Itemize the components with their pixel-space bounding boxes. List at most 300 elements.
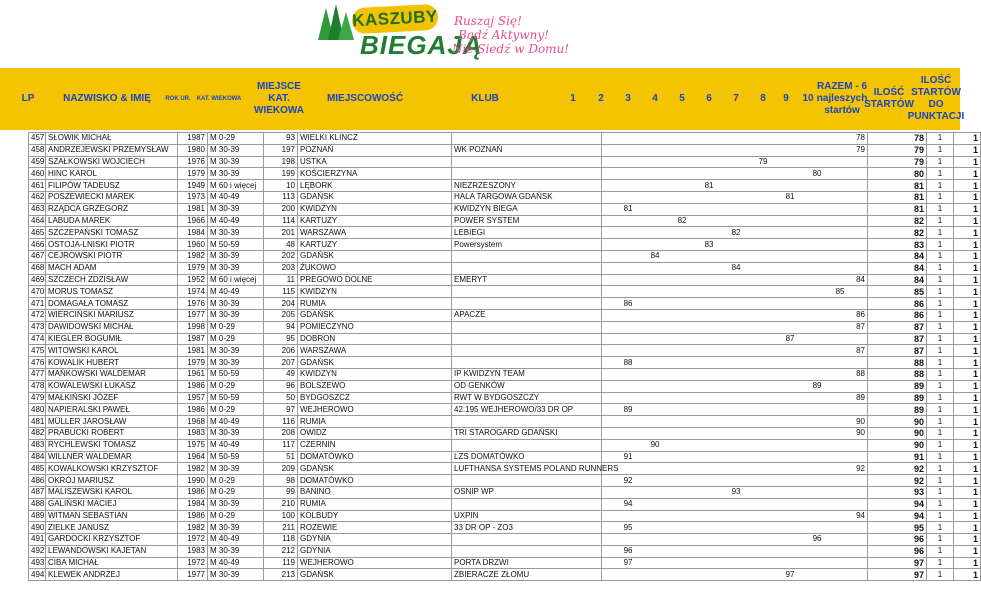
cell-age-cat: M 30-39 (208, 309, 264, 321)
cell-race-7 (770, 392, 797, 404)
cell-lp: 477 (29, 368, 46, 380)
cell-birth-year: 1981 (178, 345, 208, 357)
table-row (29, 156, 981, 168)
cell-race-1 (602, 239, 635, 251)
header-name: NAZWISKO & IMIĘ (63, 93, 151, 104)
cell-total: 89 (868, 404, 927, 416)
cell-race-1 (602, 439, 635, 451)
table-row (29, 392, 981, 404)
cell-starts-points: 1 (954, 345, 981, 357)
cell-total: 87 (868, 345, 927, 357)
table-row (29, 298, 981, 310)
cell-starts: 1 (927, 557, 954, 569)
cell-starts-points: 1 (954, 156, 981, 168)
cell-race-3 (662, 133, 689, 145)
cell-race-3 (662, 168, 689, 180)
cell-total: 84 (868, 274, 927, 286)
cell-total: 93 (868, 486, 927, 498)
cell-starts-points: 1 (954, 333, 981, 345)
cell-race-5 (716, 498, 743, 510)
cell-race-10 (847, 333, 868, 345)
cell-starts: 1 (927, 298, 954, 310)
cell-starts: 1 (927, 357, 954, 369)
cell-total: 79 (868, 156, 927, 168)
cell-race-5 (716, 451, 743, 463)
cell-race-8 (797, 368, 824, 380)
cell-race-10: 94 (847, 510, 868, 522)
header-city: MIEJSCOWOŚĆ (326, 93, 404, 104)
cell-lp: 474 (29, 333, 46, 345)
cell-lp: 494 (29, 569, 46, 581)
cell-city: OWIDZ (298, 427, 452, 439)
cell-race-7 (770, 203, 797, 215)
cell-race-7 (770, 250, 797, 262)
cell-city: WARSZAWA (298, 227, 452, 239)
logo-kaszuby: KASZUBY (351, 4, 438, 34)
cell-starts: 1 (927, 498, 954, 510)
cell-race-1 (602, 321, 635, 333)
cell-lp: 476 (29, 357, 46, 369)
cell-race-6 (743, 534, 770, 546)
cell-race-5 (716, 522, 743, 534)
cell-name: SZCZECH ZDZISŁAW (46, 274, 178, 286)
cell-lp: 465 (29, 227, 46, 239)
cell-race-4 (689, 321, 716, 333)
cell-age-cat: M 60 i więcej (208, 180, 264, 192)
cell-lp: 464 (29, 215, 46, 227)
cell-lp: 480 (29, 404, 46, 416)
cell-place-cat: 50 (264, 392, 298, 404)
cell-race-7 (770, 321, 797, 333)
cell-race-1 (602, 215, 635, 227)
cell-race-9 (824, 416, 847, 428)
cell-race-8 (797, 227, 824, 239)
cell-race-2 (635, 274, 662, 286)
cell-name: OKRÓJ MARIUSZ (46, 475, 178, 487)
cell-race-9 (824, 298, 847, 310)
cell-birth-year: 1998 (178, 321, 208, 333)
cell-starts: 1 (927, 333, 954, 345)
cell-race-5 (716, 286, 743, 298)
cell-name: KOWALIK HUBERT (46, 357, 178, 369)
cell-total: 97 (868, 557, 927, 569)
cell-race-7 (770, 451, 797, 463)
cell-age-cat: M 30-39 (208, 545, 264, 557)
cell-race-2 (635, 498, 662, 510)
cell-race-2 (635, 333, 662, 345)
cell-lp: 489 (29, 510, 46, 522)
cell-race-2: 84 (635, 250, 662, 262)
cell-lp: 484 (29, 451, 46, 463)
cell-race-9 (824, 180, 847, 192)
header-race-5: 5 (679, 93, 685, 104)
cell-starts: 1 (927, 321, 954, 333)
cell-starts: 1 (927, 180, 954, 192)
cell-race-10 (847, 180, 868, 192)
cell-place-cat: 96 (264, 380, 298, 392)
cell-race-10 (847, 168, 868, 180)
cell-race-9 (824, 144, 847, 156)
cell-total: 86 (868, 298, 927, 310)
cell-race-9 (824, 439, 847, 451)
cell-race-7 (770, 463, 797, 475)
cell-starts: 1 (927, 545, 954, 557)
cell-race-7 (770, 534, 797, 546)
cell-race-9 (824, 463, 847, 475)
cell-place-cat: 209 (264, 463, 298, 475)
cell-race-7 (770, 215, 797, 227)
cell-race-4 (689, 156, 716, 168)
cell-race-9 (824, 227, 847, 239)
cell-race-2 (635, 416, 662, 428)
cell-race-3: 82 (662, 215, 689, 227)
cell-race-7 (770, 380, 797, 392)
cell-race-7 (770, 510, 797, 522)
cell-race-3 (662, 250, 689, 262)
cell-race-1 (602, 262, 635, 274)
cell-race-10 (847, 451, 868, 463)
cell-city: GDAŃSK (298, 569, 452, 581)
cell-lp: 490 (29, 522, 46, 534)
cell-city: PREGOWO DOLNE (298, 274, 452, 286)
cell-starts-points: 1 (954, 144, 981, 156)
cell-race-10 (847, 250, 868, 262)
cell-starts-points: 1 (954, 168, 981, 180)
cell-race-3 (662, 439, 689, 451)
cell-race-6: 79 (743, 156, 770, 168)
cell-club (452, 475, 602, 487)
cell-total: 85 (868, 286, 927, 298)
cell-race-10: 84 (847, 274, 868, 286)
cell-race-1 (602, 191, 635, 203)
cell-age-cat: M 50-59 (208, 368, 264, 380)
cell-starts: 1 (927, 439, 954, 451)
cell-age-cat: M 30-39 (208, 357, 264, 369)
cell-birth-year: 1960 (178, 239, 208, 251)
cell-city: GDAŃSK (298, 191, 452, 203)
cell-club (452, 498, 602, 510)
cell-place-cat: 199 (264, 168, 298, 180)
cell-age-cat: M 30-39 (208, 345, 264, 357)
cell-lp: 478 (29, 380, 46, 392)
cell-name: KOWALEWSKI ŁUKASZ (46, 380, 178, 392)
cell-city: KWIDZYN (298, 286, 452, 298)
cell-starts-points: 1 (954, 380, 981, 392)
cell-starts-points: 1 (954, 486, 981, 498)
cell-race-3 (662, 510, 689, 522)
cell-race-6 (743, 522, 770, 534)
cell-race-7 (770, 156, 797, 168)
cell-race-7 (770, 545, 797, 557)
cell-race-8 (797, 333, 824, 345)
cell-name: MACH ADAM (46, 262, 178, 274)
cell-race-9 (824, 274, 847, 286)
cell-race-3 (662, 239, 689, 251)
cell-lp: 467 (29, 250, 46, 262)
table-row (29, 191, 981, 203)
cell-place-cat: 93 (264, 133, 298, 145)
cell-race-9 (824, 250, 847, 262)
cell-race-8 (797, 215, 824, 227)
cell-birth-year: 1961 (178, 368, 208, 380)
cell-race-6 (743, 239, 770, 251)
cell-name: WITMAN SEBASTIAN (46, 510, 178, 522)
cell-race-8 (797, 239, 824, 251)
header-race-2: 2 (598, 93, 604, 104)
cell-race-2 (635, 404, 662, 416)
cell-race-4 (689, 333, 716, 345)
table-row (29, 463, 981, 475)
cell-lp: 461 (29, 180, 46, 192)
cell-lp: 488 (29, 498, 46, 510)
cell-race-7 (770, 345, 797, 357)
cell-club (452, 416, 602, 428)
cell-race-1 (602, 180, 635, 192)
cell-name: RZĄDCA GRZEGORZ (46, 203, 178, 215)
cell-lp: 457 (29, 133, 46, 145)
cell-starts-points: 1 (954, 262, 981, 274)
cell-race-5 (716, 404, 743, 416)
cell-starts-points: 1 (954, 522, 981, 534)
cell-city: WEJHEROWO (298, 557, 452, 569)
cell-race-8 (797, 545, 824, 557)
cell-age-cat: M 30-39 (208, 250, 264, 262)
cell-race-4 (689, 416, 716, 428)
cell-race-3 (662, 309, 689, 321)
cell-total: 83 (868, 239, 927, 251)
cell-city: KARTUZY (298, 239, 452, 251)
cell-starts: 1 (927, 203, 954, 215)
cell-race-8 (797, 486, 824, 498)
cell-race-4: 81 (689, 180, 716, 192)
cell-race-4 (689, 133, 716, 145)
cell-race-7 (770, 557, 797, 569)
cell-race-5 (716, 239, 743, 251)
cell-starts: 1 (927, 392, 954, 404)
cell-race-10 (847, 227, 868, 239)
cell-race-7 (770, 309, 797, 321)
cell-race-4 (689, 227, 716, 239)
cell-race-1 (602, 380, 635, 392)
cell-club (452, 545, 602, 557)
table-row (29, 416, 981, 428)
cell-place-cat: 100 (264, 510, 298, 522)
table-row (29, 227, 981, 239)
cell-club (452, 439, 602, 451)
cell-starts: 1 (927, 522, 954, 534)
cell-total: 84 (868, 262, 927, 274)
cell-lp: 459 (29, 156, 46, 168)
cell-race-9 (824, 510, 847, 522)
header-starts: ILOŚĆ STARTÓW (864, 87, 914, 110)
cell-starts: 1 (927, 144, 954, 156)
cell-club (452, 345, 602, 357)
cell-race-8 (797, 475, 824, 487)
cell-race-8 (797, 156, 824, 168)
cell-race-3 (662, 180, 689, 192)
cell-race-5 (716, 274, 743, 286)
cell-lp: 492 (29, 545, 46, 557)
cell-city: GDAŃSK (298, 309, 452, 321)
cell-place-cat: 206 (264, 345, 298, 357)
cell-birth-year: 1972 (178, 557, 208, 569)
cell-race-9 (824, 309, 847, 321)
cell-race-8 (797, 203, 824, 215)
cell-race-2 (635, 227, 662, 239)
cell-city: BYDGOSZCZ (298, 392, 452, 404)
cell-race-5 (716, 191, 743, 203)
cell-total: 82 (868, 215, 927, 227)
cell-race-8 (797, 144, 824, 156)
cell-race-2 (635, 427, 662, 439)
cell-club (452, 534, 602, 546)
cell-birth-year: 1952 (178, 274, 208, 286)
cell-city: BOLSZEWO (298, 380, 452, 392)
cell-race-5 (716, 569, 743, 581)
cell-starts: 1 (927, 380, 954, 392)
cell-race-1: 96 (602, 545, 635, 557)
cell-birth-year: 1982 (178, 463, 208, 475)
cell-age-cat: M 30-39 (208, 498, 264, 510)
cell-race-7 (770, 298, 797, 310)
cell-lp: 481 (29, 416, 46, 428)
cell-race-1 (602, 250, 635, 262)
cell-starts-points: 1 (954, 569, 981, 581)
cell-lp: 470 (29, 286, 46, 298)
cell-lp: 469 (29, 274, 46, 286)
cell-place-cat: 11 (264, 274, 298, 286)
cell-race-4 (689, 463, 716, 475)
cell-race-10: 79 (847, 144, 868, 156)
cell-birth-year: 1990 (178, 475, 208, 487)
table-row (29, 333, 981, 345)
cell-race-7: 87 (770, 333, 797, 345)
cell-lp: 475 (29, 345, 46, 357)
cell-race-8 (797, 569, 824, 581)
cell-city: WARSZAWA (298, 345, 452, 357)
cell-race-5 (716, 545, 743, 557)
cell-race-6 (743, 498, 770, 510)
cell-race-4 (689, 262, 716, 274)
cell-birth-year: 1968 (178, 416, 208, 428)
cell-race-6 (743, 215, 770, 227)
cell-race-5 (716, 250, 743, 262)
table-row (29, 557, 981, 569)
header-age-cat: KAT. WIEKOWA (196, 96, 242, 102)
cell-race-2 (635, 144, 662, 156)
cell-starts: 1 (927, 286, 954, 298)
header-birth-year: ROK UR. (165, 96, 191, 102)
table-row (29, 439, 981, 451)
cell-race-10 (847, 475, 868, 487)
cell-race-4 (689, 569, 716, 581)
cell-name: SZAŁKOWSKI WOJCIECH (46, 156, 178, 168)
cell-race-5 (716, 333, 743, 345)
cell-race-3 (662, 156, 689, 168)
table-row (29, 286, 981, 298)
cell-city: DOMATÓWKO (298, 451, 452, 463)
cell-total: 97 (868, 569, 927, 581)
cell-place-cat: 51 (264, 451, 298, 463)
cell-age-cat: M 30-39 (208, 227, 264, 239)
cell-place-cat: 49 (264, 368, 298, 380)
cell-race-10 (847, 156, 868, 168)
cell-race-6 (743, 309, 770, 321)
cell-race-6 (743, 557, 770, 569)
cell-total: 89 (868, 392, 927, 404)
cell-total: 92 (868, 475, 927, 487)
cell-starts: 1 (927, 475, 954, 487)
cell-city: WIELKI KLINCZ (298, 133, 452, 145)
cell-race-8 (797, 404, 824, 416)
cell-starts: 1 (927, 345, 954, 357)
cell-race-2 (635, 133, 662, 145)
cell-name: MALISZEWSKI KAROL (46, 486, 178, 498)
cell-starts: 1 (927, 262, 954, 274)
cell-name: HINC KAROL (46, 168, 178, 180)
cell-total: 81 (868, 203, 927, 215)
cell-name: CIBA MICHAŁ (46, 557, 178, 569)
cell-age-cat: M 40-49 (208, 557, 264, 569)
table-row (29, 427, 981, 439)
cell-birth-year: 1976 (178, 156, 208, 168)
cell-race-6 (743, 427, 770, 439)
cell-race-4 (689, 144, 716, 156)
cell-birth-year: 1983 (178, 545, 208, 557)
cell-race-1 (602, 534, 635, 546)
cell-race-7 (770, 427, 797, 439)
cell-race-4: 83 (689, 239, 716, 251)
cell-club: IP KWIDZYN TEAM (452, 368, 602, 380)
cell-name: WIERCIŃSKI MARIUSZ (46, 309, 178, 321)
cell-race-7 (770, 180, 797, 192)
cell-birth-year: 1964 (178, 451, 208, 463)
cell-race-6 (743, 298, 770, 310)
cell-race-5 (716, 215, 743, 227)
cell-birth-year: 1986 (178, 510, 208, 522)
cell-race-7 (770, 357, 797, 369)
cell-race-9 (824, 557, 847, 569)
cell-race-6 (743, 475, 770, 487)
cell-race-3 (662, 463, 689, 475)
cell-race-6 (743, 250, 770, 262)
cell-name: MORUS TOMASZ (46, 286, 178, 298)
cell-age-cat: M 0-29 (208, 133, 264, 145)
cell-lp: 462 (29, 191, 46, 203)
cell-race-8: 89 (797, 380, 824, 392)
cell-race-1 (602, 416, 635, 428)
cell-race-9 (824, 345, 847, 357)
cell-race-1: 91 (602, 451, 635, 463)
cell-race-10 (847, 191, 868, 203)
cell-race-7 (770, 475, 797, 487)
cell-race-10 (847, 439, 868, 451)
cell-race-3 (662, 203, 689, 215)
cell-race-9 (824, 545, 847, 557)
cell-race-6 (743, 321, 770, 333)
cell-race-1 (602, 156, 635, 168)
cell-race-4 (689, 510, 716, 522)
cell-race-2 (635, 522, 662, 534)
cell-race-5 (716, 180, 743, 192)
cell-total: 95 (868, 522, 927, 534)
cell-place-cat: 118 (264, 534, 298, 546)
cell-race-1 (602, 133, 635, 145)
cell-starts: 1 (927, 250, 954, 262)
cell-starts: 1 (927, 168, 954, 180)
cell-birth-year: 1976 (178, 298, 208, 310)
table-row (29, 475, 981, 487)
